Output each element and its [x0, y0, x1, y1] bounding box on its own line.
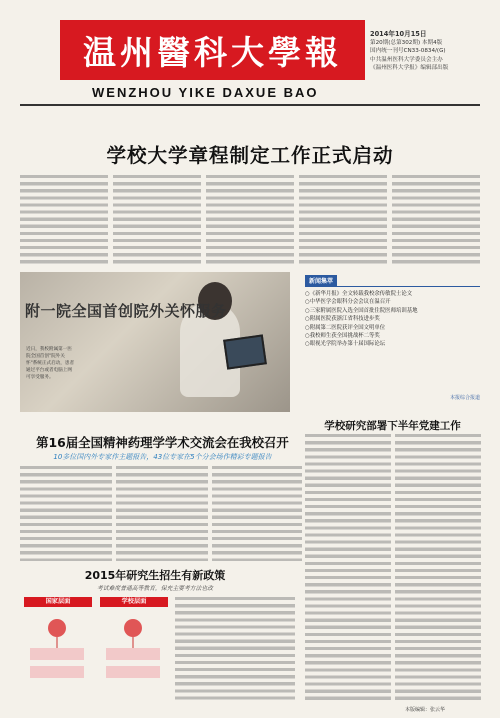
- second-subheadline: 10多位国内外专家作主题报告，43位专家在5个分会场作精彩专题报告: [53, 453, 272, 461]
- sidebar-source: 本报综合报道: [449, 395, 480, 401]
- diagram-box: [106, 648, 160, 660]
- sidebar-item[interactable]: ○眼视光学院举办第十届国际论坛: [305, 341, 386, 348]
- second-headline: 第16届全国精神药理学学术交流会在我校召开: [36, 435, 289, 450]
- photo-caption: 附一院全国首创院外关怀服务: [25, 302, 227, 320]
- sidebar-item[interactable]: ○中华医学会眼科分会会议在温召开: [305, 299, 391, 306]
- enroll-headline: 2015年研究生招生有新政策: [84, 569, 226, 582]
- sidebar-tag: 新闻集萃: [305, 275, 337, 286]
- lead-column-1: [20, 175, 108, 265]
- masthead-pinyin: WENZHOU YIKE DAXUE BAO: [92, 85, 319, 100]
- masthead-rule: [20, 104, 480, 106]
- enroll-column: [175, 597, 295, 702]
- issue-line: 中共温州医科大学委员会主办: [370, 56, 443, 63]
- issue-info: [370, 30, 495, 73]
- masthead-title: 温州醫科大學報: [83, 32, 342, 72]
- diagram-box: [106, 666, 160, 678]
- lead-column-5: [392, 175, 480, 265]
- sidebar-item[interactable]: ○我校师生获全国挑战杯二等奖: [305, 333, 380, 340]
- lead-column-4: [299, 175, 387, 265]
- sidebar-item[interactable]: ○三家附属医院入选全国首批住院医师培训基地: [305, 307, 418, 314]
- diagram-node: [124, 619, 142, 637]
- photo-note: 近日，我校附属第一医院全国首创"院外关怀"系统正式启动，患者通过平台或者电脑上网可享受服务。: [26, 347, 75, 380]
- editor-credit: 本版编辑：张云华: [405, 707, 446, 713]
- sidebar-list: [305, 290, 480, 349]
- diagram-box: [30, 648, 84, 660]
- lead-column-3: [206, 175, 294, 265]
- right-column-2: [395, 434, 481, 702]
- diagram-box: [30, 666, 84, 678]
- sidebar-item[interactable]: ○附属第二医院获评全国文明单位: [305, 324, 386, 331]
- enroll-diagram: [20, 608, 170, 698]
- issue-line: 第20期(总第302期) 本期4版: [370, 39, 443, 46]
- enroll-school-label: 学校层面: [100, 597, 168, 607]
- feature-photo: [20, 272, 290, 412]
- issue-date: 2014年10月15日: [370, 30, 427, 38]
- right-headline: 学校研究部署下半年党建工作: [324, 420, 461, 432]
- lead-column-2: [113, 175, 201, 265]
- diagram-node: [48, 619, 66, 637]
- second-column-1: [20, 466, 112, 561]
- second-column-3: [212, 466, 302, 561]
- sidebar-item[interactable]: ○附属医院获浙江省科技进步奖: [305, 316, 380, 323]
- issue-line: 《温州医科大学报》编辑部出版: [370, 65, 449, 72]
- masthead: [60, 20, 365, 80]
- sidebar-item[interactable]: ○《新华月报》全文转载我校余传敏院士论文: [305, 291, 413, 297]
- enroll-national-label: 国家层面: [24, 597, 92, 607]
- right-column-1: [305, 434, 391, 704]
- issue-line: 国内统一刊号CN33-0834/(G): [370, 48, 446, 55]
- photo-tablet: [223, 334, 267, 369]
- sidebar-header: [305, 275, 480, 287]
- enroll-subheadline: 考试难度普通高等教育，保充主要考方法也改: [97, 586, 213, 592]
- lead-headline: 学校大学章程制定工作正式启动: [106, 144, 394, 167]
- second-column-2: [116, 466, 208, 561]
